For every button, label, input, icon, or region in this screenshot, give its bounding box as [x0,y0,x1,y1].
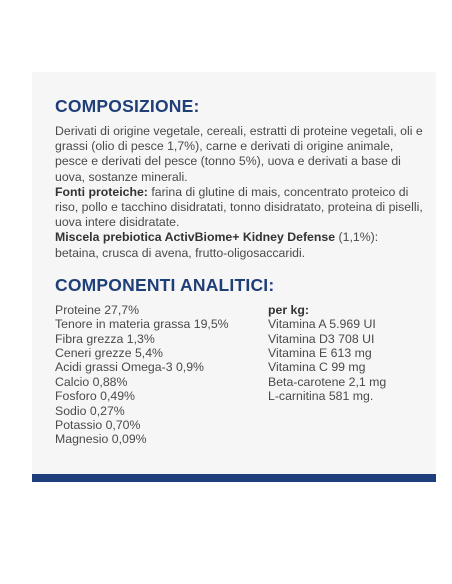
prebiotic-text: (1,1%): betaina, crusca di avena, frutto-oligosaccaridi. [55,230,379,260]
per-kg-heading: per kg: [268,302,309,317]
vitamin-item: Vitamina D3 708 UI [268,331,375,346]
analytical-item: Acidi grassi Omega-3 0,9% [55,360,204,375]
prebiotic-label: Miscela prebiotica ActivBiome+ Kidney Defense [55,230,336,245]
vitamin-item: Vitamina E 613 mg [268,346,372,361]
vitamin-item: Vitamina A 5.969 UI [268,317,376,332]
analytical-item: Calcio 0,88% [55,374,128,389]
protein-sources-label: Fonti proteiche: [55,184,148,199]
vitamin-item: Vitamina C 99 mg [268,360,366,375]
composition-paragraph [55,124,425,185]
analytical-item: Proteine 27,7% [55,302,140,317]
analytical-item: Tenore in materia grassa 19,5% [55,317,229,332]
analytical-item: Fibra grezza 1,3% [55,331,155,346]
protein-sources-text: farina di glutine di mais, concentrato proteico di riso, pollo e tacchino disidratati, tonno disidratato, proteina di piselli, uova intere disidratate. [55,184,423,230]
analytical-item: Fosforo 0,49% [55,389,135,404]
analytical-left-column [55,303,270,447]
vitamin-item: Beta-carotene 2,1 mg [268,374,387,389]
protein-sources-paragraph [55,185,425,231]
analytical-item: Magnesio 0,09% [55,432,147,447]
analytical-heading: COMPONENTI ANALITICI: [55,274,275,295]
analytical-right-column [268,303,428,404]
analytical-item: Potassio 0,70% [55,418,141,433]
prebiotic-paragraph [55,230,425,260]
vitamin-item: L-carnitina 581 mg. [268,389,374,404]
composition-text [55,124,425,261]
analytical-item: Ceneri grezze 5,4% [55,346,163,361]
analytical-item: Sodio 0,27% [55,403,125,418]
bottom-accent-bar [32,474,436,482]
composition-heading: COMPOSIZIONE: [55,96,200,116]
composition-ingredients: Derivati di origine vegetale, cereali, estratti di proteine vegetali, oli e grassi (olio di pesce 1,7%), carne e derivati di origine animale, pesce e derivati del pesce (tonno 5%), uova e derivati a base di uova, sostanze minerali. [55,124,423,184]
ingredients-content [55,96,425,447]
